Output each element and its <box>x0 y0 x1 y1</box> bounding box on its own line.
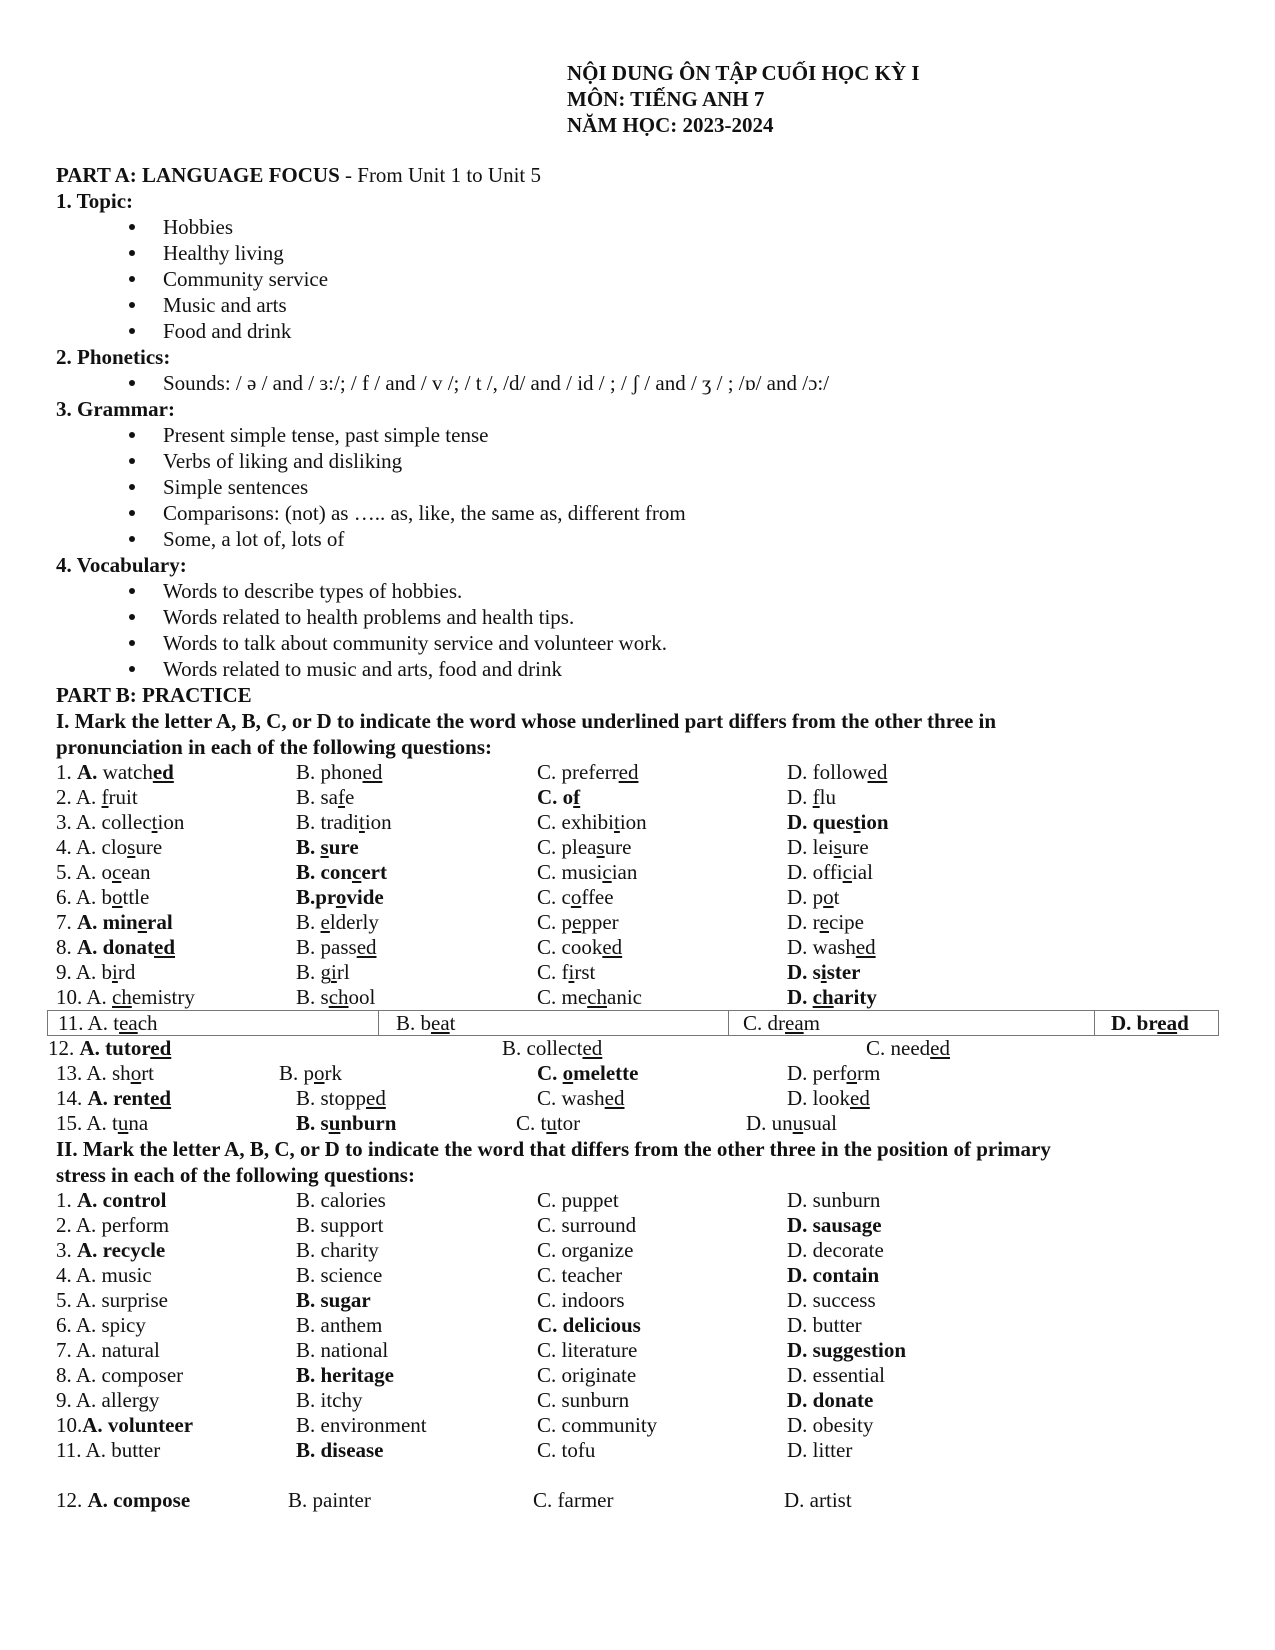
option-b: B. passed <box>296 935 377 959</box>
question-row <box>48 1036 1256 1061</box>
phonetics-heading: 2. Phonetics: <box>56 345 171 369</box>
option-a: 1. A. control <box>56 1188 167 1212</box>
part-a-title: PART A: LANGUAGE FOCUS <box>56 163 340 187</box>
question-row <box>56 1313 1256 1338</box>
question-row <box>56 935 1256 960</box>
option-c: C. organize <box>537 1238 634 1262</box>
option-d: D. essential <box>787 1363 885 1387</box>
question-row <box>56 785 1256 810</box>
option-a: 7. A. mineral <box>56 910 173 934</box>
section-1-instruction: I. Mark the letter A, B, C, or D to indicate the word whose underlined part differs from the other three in <box>56 709 997 733</box>
option-c: C. sunburn <box>537 1388 630 1412</box>
option-b: B. painter <box>288 1488 371 1512</box>
document-body <box>48 162 1256 1513</box>
grammar-item: Simple sentences <box>56 474 1256 500</box>
vocabulary-item: Words to describe types of hobbies. <box>56 578 1256 604</box>
option-a: 3. A. collection <box>56 810 185 834</box>
grammar-item: Verbs of liking and disliking <box>56 448 1256 474</box>
option-c: C. cooked <box>537 935 623 959</box>
option-a: 6. A. spicy <box>56 1313 146 1337</box>
option-c: C. washed <box>537 1086 625 1110</box>
question-row <box>56 910 1256 935</box>
option-b: B. sunburn <box>296 1111 397 1135</box>
question-row <box>56 1213 1256 1238</box>
question-row <box>56 1438 1256 1463</box>
option-a: 8. A. composer <box>56 1363 184 1387</box>
option-c: C. community <box>537 1413 658 1437</box>
option-d: D. question <box>787 810 889 834</box>
vocabulary-item: Words to talk about community service and volunteer work. <box>56 630 1256 656</box>
option-a: 9. A. allergy <box>56 1388 160 1412</box>
option-d: D. success <box>787 1288 876 1312</box>
option-c: C. pleasure <box>537 835 632 859</box>
option-a: 4. A. music <box>56 1263 152 1287</box>
header-title: NỘI DUNG ÔN TẬP CUỐI HỌC KỲ I <box>567 61 920 85</box>
question-row <box>56 1388 1256 1413</box>
question-row <box>56 760 1256 785</box>
vocabulary-item: Words related to music and arts, food and drink <box>56 656 1256 682</box>
option-d: D. contain <box>787 1263 880 1287</box>
option-b: B. science <box>296 1263 383 1287</box>
topic-item: Community service <box>56 266 1256 292</box>
question-row <box>56 860 1256 885</box>
question-row <box>56 1111 1256 1136</box>
option-d: D. perform <box>787 1061 881 1085</box>
option-b: B. pork <box>279 1061 343 1085</box>
option-d: D. sister <box>787 960 861 984</box>
option-b: B. sure <box>296 835 359 859</box>
option-b: B. beat <box>396 1011 456 1035</box>
option-b: B. itchy <box>296 1388 363 1412</box>
option-d: D. charity <box>787 985 877 1009</box>
option-b: B. stopped <box>296 1086 386 1110</box>
option-a: 9. A. bird <box>56 960 136 984</box>
option-a: 5. A. surprise <box>56 1288 168 1312</box>
option-a: 10.A. volunteer <box>56 1413 194 1437</box>
header-school-year: NĂM HỌC: 2023-2024 <box>567 113 774 137</box>
option-d: D. followed <box>787 760 888 784</box>
topic-heading: 1. Topic: <box>56 189 134 213</box>
question-row <box>56 1488 1256 1513</box>
option-a: 2. A. perform <box>56 1213 170 1237</box>
table-row <box>47 1010 1219 1036</box>
question-row-boxed <box>56 1010 1256 1036</box>
option-d: D. litter <box>787 1438 853 1462</box>
option-b: B. disease <box>296 1438 384 1462</box>
option-a: 2. A. fruit <box>56 785 138 809</box>
option-d: D. suggestion <box>787 1338 907 1362</box>
option-a: 12. A. compose <box>56 1488 191 1512</box>
option-c: C. first <box>537 960 596 984</box>
option-a: 8. A. donated <box>56 935 176 959</box>
option-d: D. flu <box>787 785 837 809</box>
option-d: D. decorate <box>787 1238 884 1262</box>
question-row <box>56 1288 1256 1313</box>
option-a: 1. A. watched <box>56 760 174 784</box>
option-b: B. environment <box>296 1413 427 1437</box>
question-row <box>56 885 1256 910</box>
option-a: 12. A. tutored <box>48 1036 172 1060</box>
option-c: C. preferred <box>537 760 639 784</box>
option-c: C. puppet <box>537 1188 619 1212</box>
question-row <box>56 1061 1256 1086</box>
option-c: C. tutor <box>516 1111 581 1135</box>
option-c: C. of <box>537 785 581 809</box>
option-d: D. pot <box>787 885 840 909</box>
option-d: D. sunburn <box>787 1188 881 1212</box>
option-c: C. indoors <box>537 1288 625 1312</box>
option-a: 5. A. ocean <box>56 860 151 884</box>
section-1-instruction-cont: pronunciation in each of the following questions: <box>56 735 493 759</box>
option-b: B. anthem <box>296 1313 383 1337</box>
question-row <box>56 985 1256 1010</box>
option-b: B. elderly <box>296 910 379 934</box>
section-2-instruction: II. Mark the letter A, B, C, or D to indicate the word that differs from the other three in the position of primary <box>56 1137 1051 1161</box>
topic-item: Healthy living <box>56 240 1256 266</box>
option-a: 10. A. chemistry <box>56 985 195 1009</box>
option-c: C. coffee <box>537 885 614 909</box>
grammar-heading: 3. Grammar: <box>56 397 175 421</box>
option-d: D. obesity <box>787 1413 874 1437</box>
option-a: 6. A. bottle <box>56 885 150 909</box>
option-c: C. musician <box>537 860 638 884</box>
document-header <box>567 60 920 138</box>
option-c: C. farmer <box>533 1488 614 1512</box>
option-d: D. bread <box>1111 1011 1189 1035</box>
option-d: D. unusual <box>746 1111 837 1135</box>
question-row <box>56 1363 1256 1388</box>
option-c: C. pepper <box>537 910 619 934</box>
topic-item: Hobbies <box>56 214 1256 240</box>
question-row <box>56 1238 1256 1263</box>
option-a: 14. A. rented <box>56 1086 172 1110</box>
part-a-heading <box>56 162 1256 188</box>
option-c: C. literature <box>537 1338 638 1362</box>
grammar-item: Present simple tense, past simple tense <box>56 422 1256 448</box>
option-b: B. concert <box>296 860 387 884</box>
option-b: B. phoned <box>296 760 383 784</box>
grammar-item: Some, a lot of, lots of <box>56 526 1256 552</box>
header-subject: MÔN: TIẾNG ANH 7 <box>567 87 765 111</box>
option-b: B. tradition <box>296 810 392 834</box>
question-row <box>56 1263 1256 1288</box>
topic-item: Food and drink <box>56 318 1256 344</box>
option-a: 4. A. closure <box>56 835 163 859</box>
option-c: C. teacher <box>537 1263 623 1287</box>
option-b: B. sugar <box>296 1288 371 1312</box>
question-row <box>56 1086 1256 1111</box>
part-a-subtitle: - From Unit 1 to Unit 5 <box>339 163 542 187</box>
option-d: D. leisure <box>787 835 869 859</box>
option-b: B. school <box>296 985 376 1009</box>
option-c: C. originate <box>537 1363 637 1387</box>
option-a: 13. A. short <box>56 1061 155 1085</box>
vocabulary-item: Words related to health problems and health tips. <box>56 604 1256 630</box>
option-c: C. surround <box>537 1213 637 1237</box>
option-a: 11. A. butter <box>56 1438 161 1462</box>
option-c: C. delicious <box>537 1313 641 1337</box>
option-a: 7. A. natural <box>56 1338 160 1362</box>
part-b-title: PART B: PRACTICE <box>56 683 252 707</box>
question-row <box>56 960 1256 985</box>
option-c: C. dream <box>743 1011 820 1035</box>
question-row <box>56 835 1256 860</box>
option-c: C. tofu <box>537 1438 596 1462</box>
option-d: D. recipe <box>787 910 864 934</box>
option-b: B. heritage <box>296 1363 394 1387</box>
phonetics-item: Sounds: / ə / and / ɜ:/; / f / and / v /; / t /, /d/ and / id / ; / ʃ / and / ʒ / ; /ɒ/ and /ɔ:/ <box>56 370 1256 396</box>
topic-item: Music and arts <box>56 292 1256 318</box>
option-d: D. butter <box>787 1313 862 1337</box>
option-c: C. exhibition <box>537 810 647 834</box>
option-c: C. omelette <box>537 1061 639 1085</box>
question-row <box>56 810 1256 835</box>
option-d: D. sausage <box>787 1213 882 1237</box>
option-c: C. needed <box>866 1036 950 1060</box>
option-d: D. official <box>787 860 873 884</box>
option-b: B. safe <box>296 785 355 809</box>
option-d: D. donate <box>787 1388 874 1412</box>
option-a: 15. A. tuna <box>56 1111 149 1135</box>
option-b: B. girl <box>296 960 350 984</box>
option-b: B. calories <box>296 1188 386 1212</box>
option-a: 11. A. teach <box>58 1011 158 1035</box>
section-2-instruction-cont: stress in each of the following questions: <box>56 1163 415 1187</box>
option-b: B. support <box>296 1213 384 1237</box>
option-a: 3. A. recycle <box>56 1238 166 1262</box>
option-d: D. washed <box>787 935 876 959</box>
question-row <box>56 1188 1256 1213</box>
vocabulary-heading: 4. Vocabulary: <box>56 553 187 577</box>
option-b: B.provide <box>296 885 384 909</box>
option-c: C. mechanic <box>537 985 642 1009</box>
grammar-item: Comparisons: (not) as ….. as, like, the same as, different from <box>56 500 1256 526</box>
question-row <box>56 1338 1256 1363</box>
option-b: B. collected <box>502 1036 603 1060</box>
option-b: B. national <box>296 1338 389 1362</box>
option-b: B. charity <box>296 1238 379 1262</box>
option-d: D. artist <box>784 1488 852 1512</box>
question-row <box>56 1413 1256 1438</box>
option-d: D. looked <box>787 1086 870 1110</box>
